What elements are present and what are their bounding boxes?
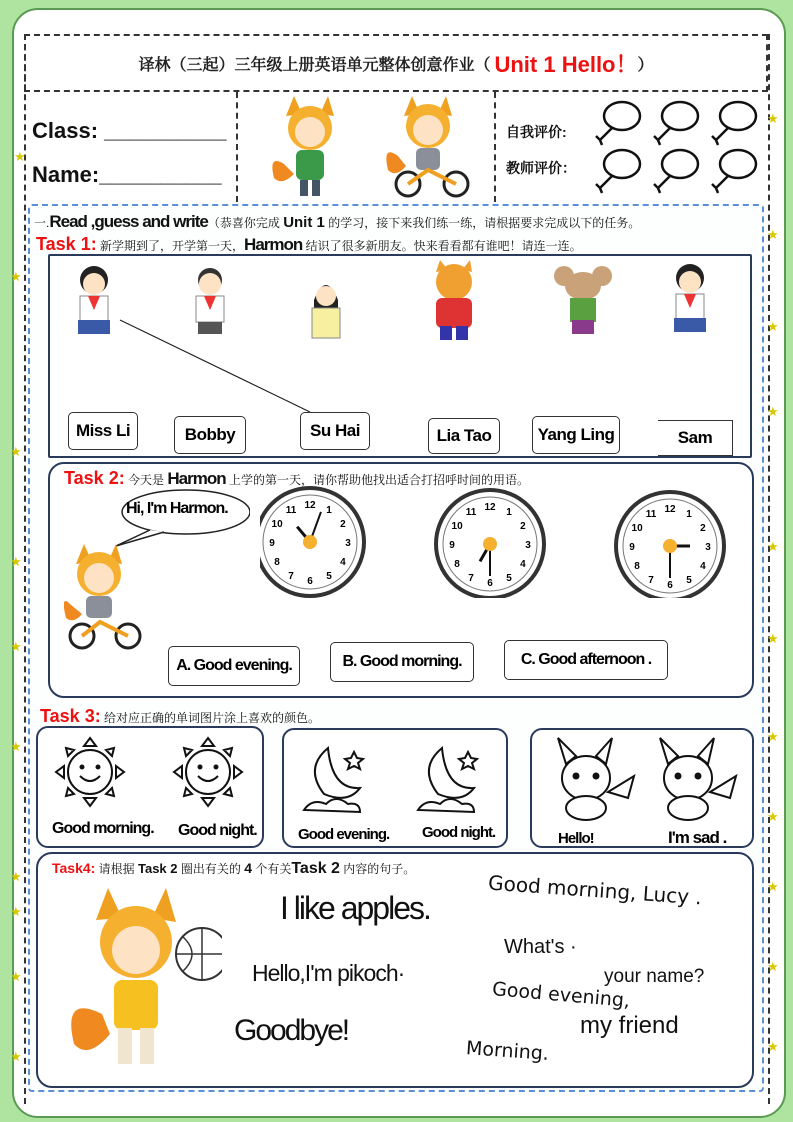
name-card-su-hai[interactable]: Su Hai	[300, 412, 370, 450]
clock-number: 10	[631, 523, 643, 534]
clock-number: 8	[634, 561, 640, 572]
clock-number: 5	[686, 574, 692, 586]
name-card-sam[interactable]: Sam	[658, 420, 733, 456]
name-field[interactable]: Name:__________	[32, 162, 222, 187]
clock-number: 4	[520, 559, 526, 570]
task1-heading: Task 1: 新学期到了，开学第一天，Harmon 结识了很多新朋友。快来看看都有谁吧！请连一连。	[36, 234, 582, 254]
task3-heading: Task 3: 给对应正确的单词图片涂上喜欢的颜色。	[40, 706, 321, 726]
sentence-hello-im-pikoch[interactable]: Hello,I'm pikoch·	[252, 960, 405, 986]
clock-face	[260, 488, 364, 596]
clock-number: 11	[285, 505, 297, 517]
clock-number: 9	[629, 542, 635, 553]
sun-icons[interactable]	[42, 732, 262, 816]
speech-bubble	[110, 488, 250, 548]
clock-number: 4	[700, 561, 706, 572]
option-c-good-afternoon[interactable]: C. Good afternoon .	[504, 640, 668, 680]
clock-number: 10	[451, 521, 463, 532]
option-b-good-morning[interactable]: B. Good morning.	[330, 642, 474, 682]
info-divider	[236, 92, 238, 202]
clock-number: 5	[506, 572, 512, 584]
clock-number: 6	[487, 578, 493, 589]
task3-moon-box	[282, 728, 508, 848]
clock-number: 5	[326, 570, 332, 582]
clock-number: 9	[449, 540, 455, 551]
clock-number: 8	[274, 557, 280, 568]
clock-number: 6	[307, 576, 313, 587]
clock-face	[436, 490, 544, 598]
clock-number: 12	[484, 502, 496, 513]
class-field[interactable]: Class: __________	[32, 118, 227, 143]
clock-number: 7	[648, 574, 654, 586]
header-unit: Unit 1 Hello！	[494, 51, 638, 77]
name-card-yang-ling[interactable]: Yang Ling	[532, 416, 620, 454]
clock-number: 1	[326, 505, 332, 517]
clock-center-fox-icon	[303, 535, 317, 549]
clock-number: 2	[700, 523, 706, 534]
fox-kid-illustrations	[264, 94, 484, 200]
task2-heading: Task 2: 今天是 Harmon 上学的第一天，请你帮助他找出适合打招呼时间的用语。	[64, 468, 529, 488]
label-good-evening: Good evening.	[298, 826, 390, 843]
sentence-your-name[interactable]: your name?	[604, 966, 705, 987]
clock-number: 6	[667, 580, 673, 591]
clock-number: 12	[664, 504, 676, 515]
clocks	[260, 486, 760, 598]
sentence-goodbye[interactable]: Goodbye!	[234, 1014, 349, 1047]
info-divider	[494, 92, 496, 202]
character-pictures	[50, 256, 750, 456]
clock-number: 11	[465, 507, 477, 519]
label-good-morning: Good morning.	[52, 820, 154, 837]
sentence-i-like-apples[interactable]: I like apples.	[280, 890, 430, 926]
clock-number: 12	[304, 500, 316, 511]
option-a-good-evening[interactable]: A. Good evening.	[168, 646, 300, 686]
drumstick-rating-icons[interactable]	[590, 96, 766, 198]
label-hello: Hello!	[558, 830, 594, 847]
name-card-lia-tao[interactable]: Lia Tao	[428, 418, 500, 454]
sentence-good-evening[interactable]: Good evening,	[491, 978, 631, 1012]
section-heading: 一.Read ,guess and write（恭喜你完成 Unit 1 的学习，接下来我们练一练，请根据要求完成以下的任务。	[34, 212, 641, 231]
clock-center-fox-icon	[663, 539, 677, 553]
fox-kid-basketball-icon	[52, 884, 222, 1084]
clock-number: 2	[520, 521, 526, 532]
name-card-miss-li[interactable]: Miss Li	[68, 412, 138, 450]
task3-sun-box	[36, 726, 264, 848]
task4-heading: Task4: 请根据 Task 2 圈出有关的 4 个有关Task 2 内容的句子。	[52, 860, 416, 877]
task4-box	[36, 852, 754, 1088]
sentence-whats[interactable]: What's ·	[504, 936, 577, 958]
clock-center-fox-icon	[483, 537, 497, 551]
clock-number: 3	[525, 540, 531, 551]
moon-icons[interactable]	[288, 732, 508, 820]
clock-number: 4	[340, 557, 346, 568]
label-im-sad: I'm sad .	[668, 828, 727, 847]
task3-pikachu-box	[530, 728, 754, 848]
exercise-section	[28, 204, 764, 1092]
clock-number: 2	[340, 519, 346, 530]
fox-kid-bike-icon	[64, 544, 144, 654]
pikachu-icons[interactable]	[538, 734, 748, 824]
clock-number: 3	[345, 538, 351, 549]
header-title: 译林（三起）三年级上册英语单元整体创意作业（	[138, 56, 491, 74]
clock-face	[616, 492, 724, 598]
teacher-eval-label: 教师评价：	[506, 160, 576, 176]
clock-number: 7	[288, 570, 294, 582]
sentence-good-morning-lucy[interactable]: Good morning, Lucy .	[487, 870, 703, 910]
worksheet-header	[24, 34, 768, 92]
clock-number: 11	[645, 509, 657, 521]
clock-number: 1	[686, 509, 692, 521]
clock-number: 9	[269, 538, 275, 549]
label-good-night: Good night.	[178, 822, 257, 839]
name-card-bobby[interactable]: Bobby	[174, 416, 246, 454]
label-good-night-moon: Good night.	[422, 824, 496, 841]
self-eval-label: 自我评价:	[506, 124, 567, 140]
task1-box	[48, 254, 752, 458]
speech-text: Hi, I'm Harmon.	[126, 500, 228, 517]
header-close: ）	[637, 56, 654, 74]
clock-number: 10	[271, 519, 283, 530]
clock-number: 3	[705, 542, 711, 553]
sentence-my-friend[interactable]: my friend	[580, 1012, 679, 1039]
clock-number: 8	[454, 559, 460, 570]
student-info-row	[24, 92, 768, 202]
clock-number: 7	[468, 572, 474, 584]
clock-number: 1	[506, 507, 512, 519]
sentence-morning[interactable]: Morning.	[465, 1037, 550, 1065]
task2-box	[48, 462, 754, 698]
